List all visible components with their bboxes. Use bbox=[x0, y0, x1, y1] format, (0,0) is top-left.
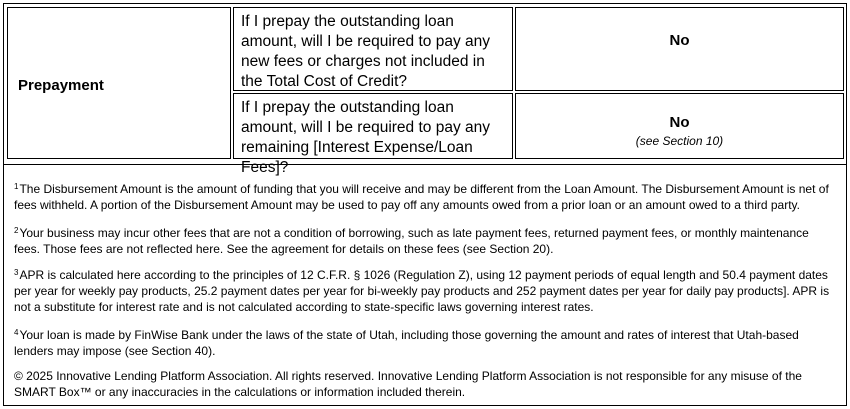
prepayment-answer-fees: No bbox=[669, 32, 690, 49]
footnote bbox=[14, 223, 834, 257]
footnote-marker: 1 bbox=[14, 182, 19, 191]
prepayment-answer-cell bbox=[515, 7, 844, 91]
prepayment-question-cell bbox=[233, 7, 513, 91]
copyright-notice: © 2025 Innovative Lending Platform Association. All rights reserved. Innovative Lending Platform Association is not responsible for any misuse of the SMART Box™ or any inaccuracies in the calculations or information included therein. bbox=[14, 369, 802, 399]
footnote-text: Your business may incur other fees that are not a condition of borrowing, such as late payment fees, returned payment fees, or monthly maintenance fees. Those fees are not reflected here. See the agreement for details on these fees (see Section 20). bbox=[14, 226, 809, 256]
prepayment-answer-interest: No bbox=[669, 114, 690, 131]
prepayment-answer-cell bbox=[515, 93, 844, 159]
prepayment-table bbox=[4, 4, 846, 176]
prepayment-question-cell bbox=[233, 93, 513, 176]
smart-box-frame bbox=[3, 3, 847, 406]
footnote-text: APR is calculated here according to the principles of 12 C.F.R. § 1026 (Regulation Z), using 12 payment periods of equal length and 50.4 payment dates per year for weekly pay products, 25.2 payment dates per year for bi-weekly pay products and 252 payment dates per year for daily pay products]. APR is not a substitute for interest rate and is not calculated according to state-specific laws governing interest rates. bbox=[14, 268, 830, 314]
footnote bbox=[14, 325, 834, 359]
prepayment-question-interest: If I prepay the outstanding loan amount, will I be required to pay any remaining [Interest Expense/Loan Fees]? bbox=[241, 99, 490, 176]
footnote-marker: 2 bbox=[14, 226, 19, 235]
prepayment-label-cell bbox=[7, 7, 231, 159]
footnote bbox=[14, 265, 834, 315]
prepayment-question-fees: If I prepay the outstanding loan amount, will I be required to pay any new fees or charges not included in the Total Cost of Credit? bbox=[241, 13, 490, 90]
footnote-text: Your loan is made by FinWise Bank under the laws of the state of Utah, including those governing the amount and rates of interest that Utah-based lenders may impose (see Section 40). bbox=[14, 328, 799, 358]
footnote-marker: 3 bbox=[14, 268, 19, 277]
footnote-text: The Disbursement Amount is the amount of funding that you will receive and may be different from the Loan Amount. The Disbursement Amount is net of fees withheld. A portion of the Disbursement Amount may be used to pay off any amounts owed from a prior loan or an amount owed to a third party. bbox=[14, 182, 829, 212]
prepayment-label: Prepayment bbox=[18, 77, 104, 94]
footnote-marker: 4 bbox=[14, 328, 19, 337]
footnotes-section bbox=[4, 164, 846, 406]
footnote bbox=[14, 179, 834, 213]
prepayment-answer-note: (see Section 10) bbox=[635, 134, 724, 148]
